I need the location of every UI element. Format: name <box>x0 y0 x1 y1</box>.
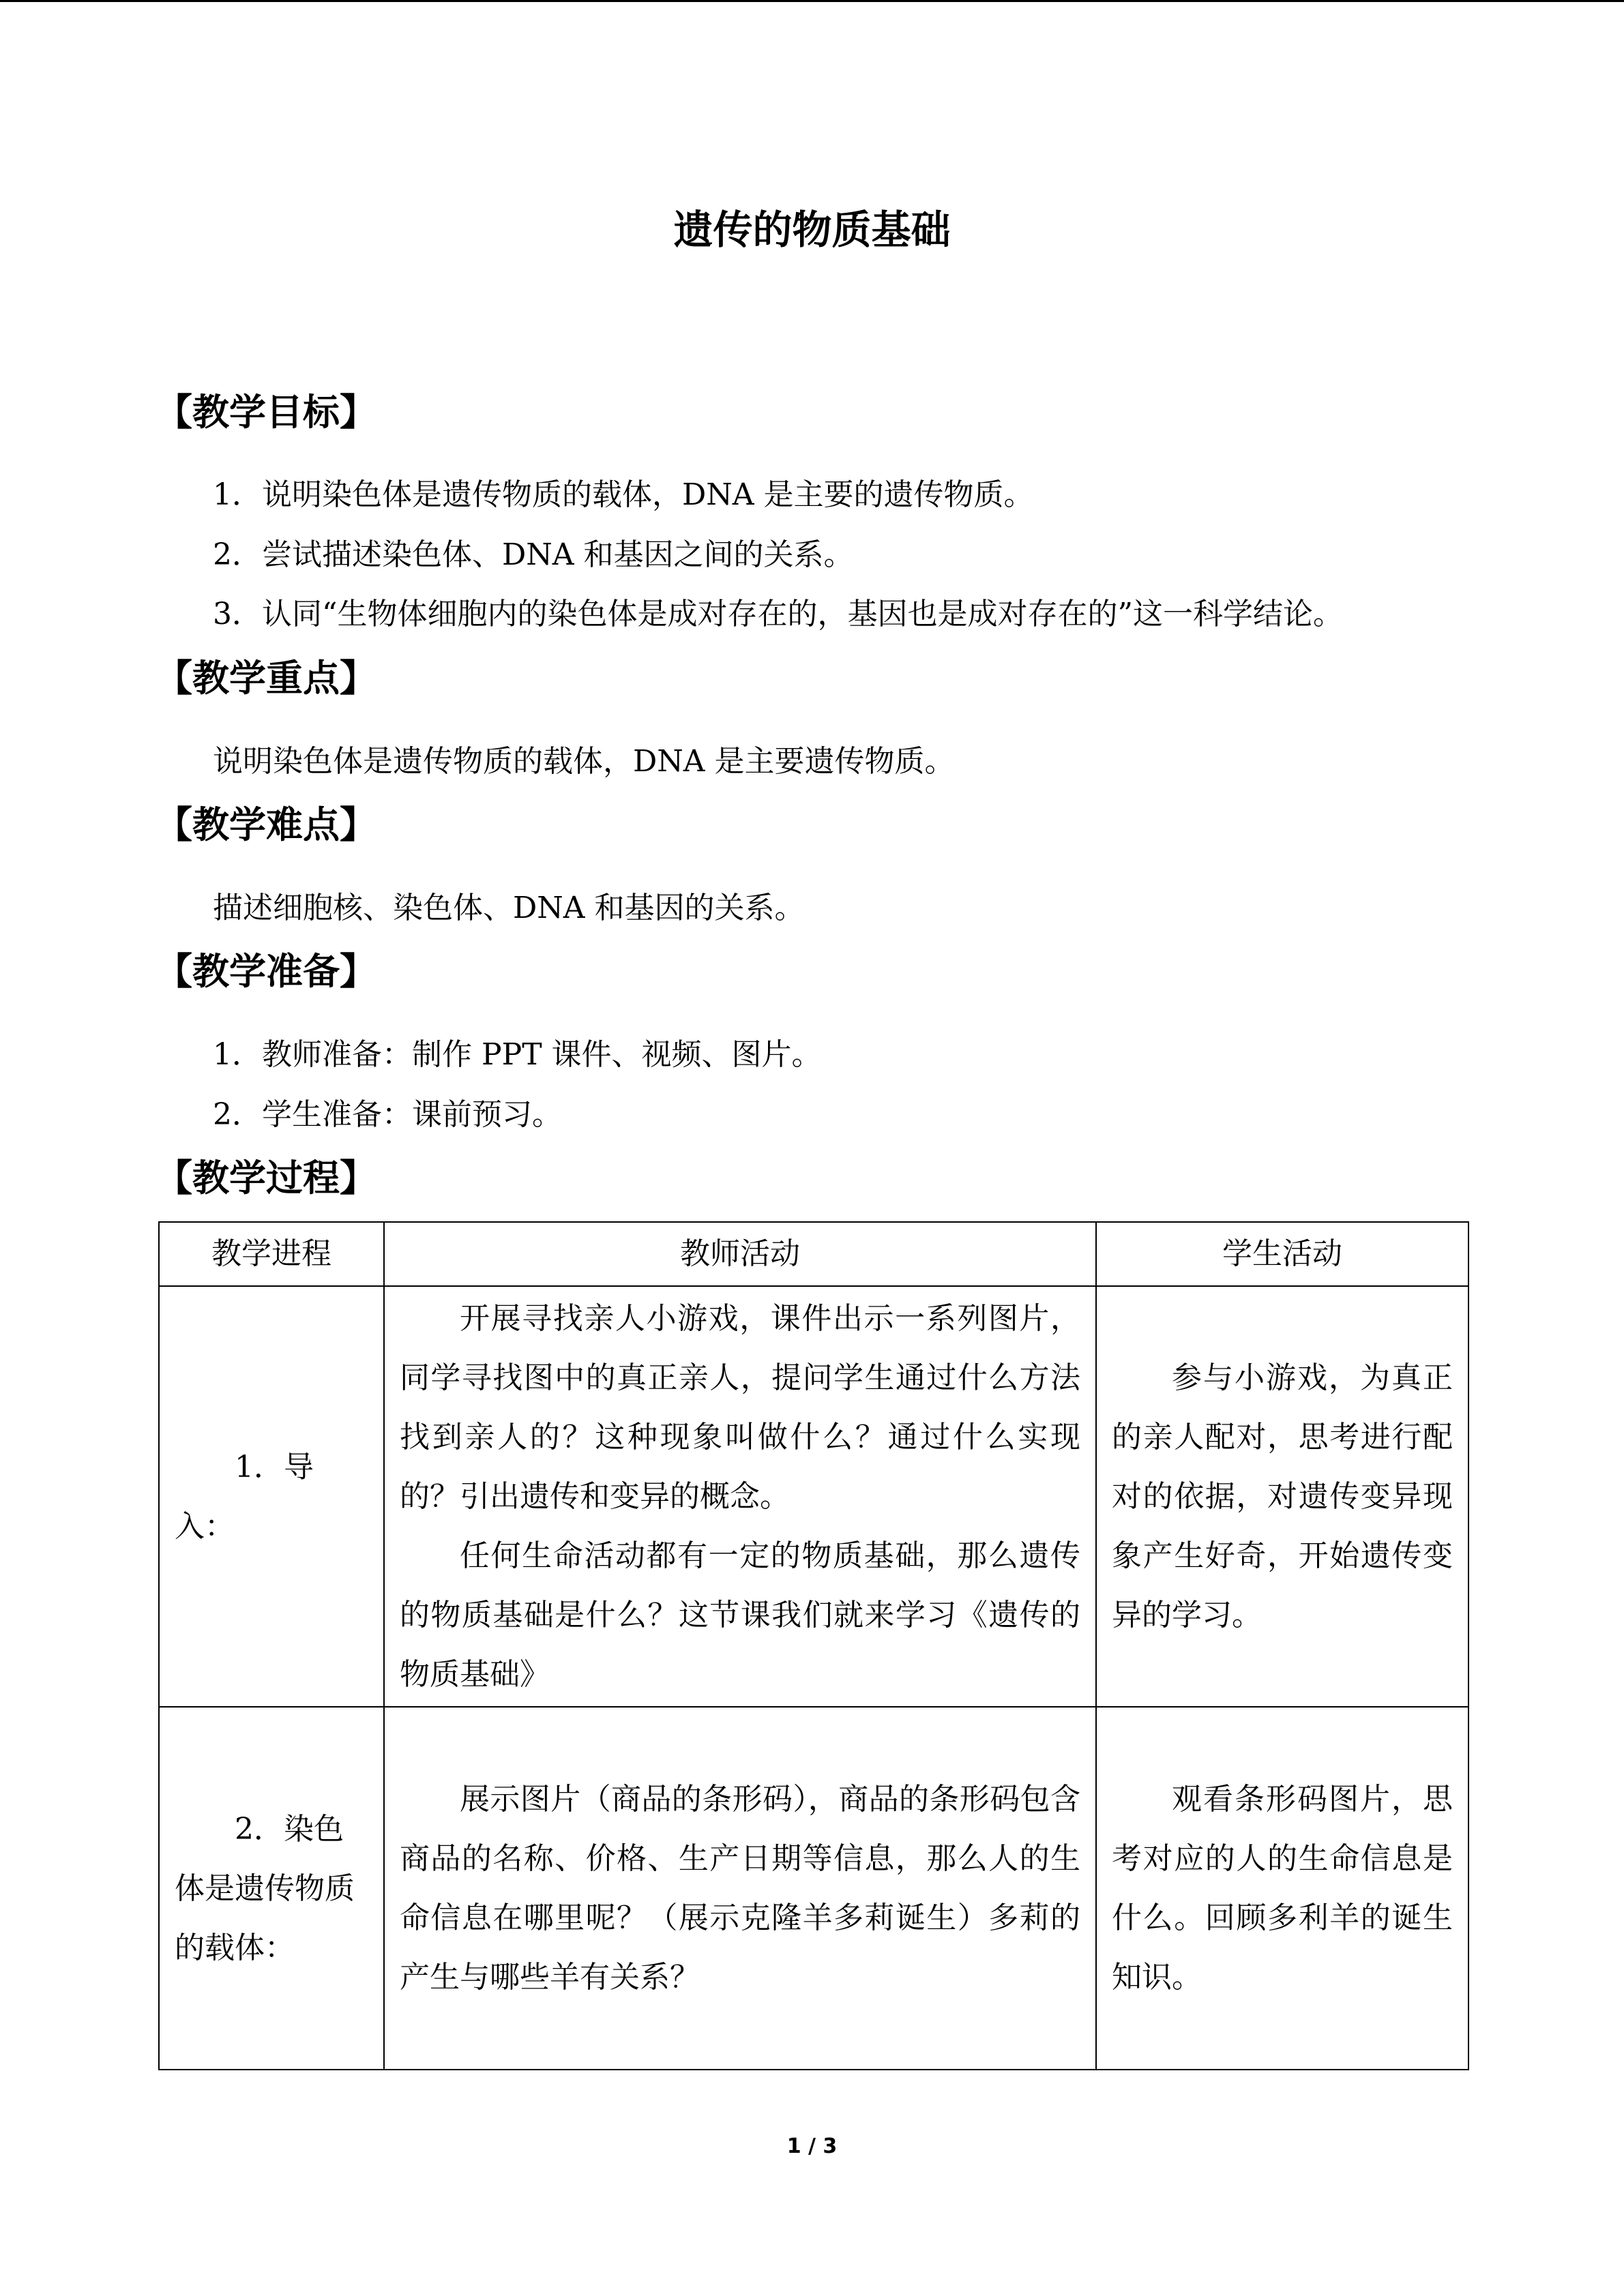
table-header-row <box>159 1222 1468 1286</box>
stage-cell <box>159 1707 384 2070</box>
student-activity-cell <box>1096 1707 1468 2070</box>
header-student-activity: 学生活动 <box>1096 1222 1468 1286</box>
preparation-item-2: 2．学生准备：课前预习。 <box>213 1097 562 1132</box>
teacher-activity-text: 任何生命活动都有一定的物质基础，那么遗传的物质基础是什么？这节课我们就来学习《遗传的物质基础》 <box>400 1538 1080 1692</box>
document-title: 遗传的物质基础 <box>673 207 951 253</box>
teacher-activity-text: 开展寻找亲人小游戏，课件出示一系列图片，同学寻找图中的真正亲人，提问学生通过什么方法找到亲人的？这种现象叫做什么？通过什么实现的？引出遗传和变异的概念。 <box>400 1301 1080 1514</box>
student-activity-text: 参与小游戏，为真正的亲人配对，思考进行配对的依据，对遗传变异现象产生好奇，开始遗传变异的学习。 <box>1112 1360 1453 1632</box>
objectives-heading: 【教学目标】 <box>156 391 377 434</box>
objective-item-3: 3．认同“生物体细胞内的染色体是成对存在的，基因也是成对存在的”这一科学结论。 <box>213 597 1343 631</box>
stage-label: 2．染色体是遗传物质的载体： <box>175 1811 355 1965</box>
header-stage: 教学进程 <box>159 1222 384 1286</box>
table-row <box>159 1286 1468 1707</box>
header-teacher-activity: 教师活动 <box>384 1222 1096 1286</box>
stage-label: 1．导入： <box>175 1449 314 1544</box>
top-border <box>0 0 1624 2</box>
page-number: 1 / 3 <box>786 2134 838 2158</box>
key-points-text: 说明染色体是遗传物质的载体，DNA 是主要遗传物质。 <box>213 744 955 779</box>
difficulties-heading: 【教学难点】 <box>156 803 377 846</box>
key-points-heading: 【教学重点】 <box>156 657 377 700</box>
student-activity-text: 观看条形码图片，思考对应的人的生命信息是什么。回顾多利羊的诞生知识。 <box>1112 1782 1453 1995</box>
student-activity-cell <box>1096 1286 1468 1707</box>
objective-item-2: 2．尝试描述染色体、DNA 和基因之间的关系。 <box>213 537 854 572</box>
preparation-item-1: 1．教师准备：制作 PPT 课件、视频、图片。 <box>213 1037 822 1072</box>
process-table <box>158 1221 1469 2070</box>
table-row <box>159 1707 1468 2070</box>
teacher-activity-cell <box>384 1286 1096 1707</box>
teacher-activity-text: 展示图片（商品的条形码），商品的条形码包含商品的名称、价格、生产日期等信息，那么人的生命信息在哪里呢？（展示克隆羊多莉诞生）多莉的产生与哪些羊有关系？ <box>400 1782 1080 1995</box>
difficulties-text: 描述细胞核、染色体、DNA 和基因的关系。 <box>213 891 805 925</box>
stage-cell <box>159 1286 384 1707</box>
objective-item-1: 1．说明染色体是遗传物质的载体，DNA 是主要的遗传物质。 <box>213 477 1034 512</box>
teacher-activity-cell <box>384 1707 1096 2070</box>
process-heading: 【教学过程】 <box>156 1157 377 1199</box>
preparation-heading: 【教学准备】 <box>156 950 377 993</box>
